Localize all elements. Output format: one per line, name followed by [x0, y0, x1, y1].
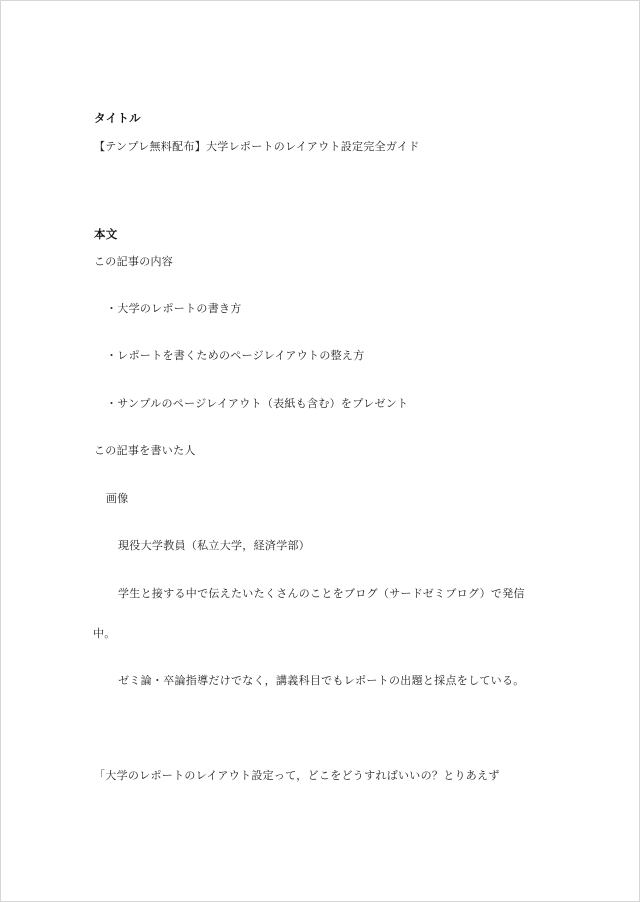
- body-heading: 本文: [94, 227, 118, 241]
- author-line-3: 中。: [93, 627, 116, 640]
- quote-line: 「大学のレポートのレイアウト設定って，どこをどうすればいいの？とりあえず: [94, 769, 500, 782]
- author-intro: この記事を書いた人: [94, 444, 196, 457]
- contents-item-1: ・大学のレポートの書き方: [106, 302, 242, 315]
- author-line-4: ゼミ論・卒論指導だけでなく，講義科目でもレポートの出題と採点をしている。: [118, 674, 525, 687]
- contents-item-3: ・サンプルのページレイアウト（表紙も含む）をプレゼント: [106, 397, 409, 410]
- author-line-1: 現役大学教員（私立大学，経済学部）: [118, 539, 311, 552]
- author-line-2: 学生と接する中で伝えたいたくさんのことをブログ（サードゼミブログ）で発信: [118, 587, 525, 600]
- title-heading: タイトル: [94, 111, 141, 125]
- author-image-label: 画像: [106, 492, 129, 505]
- title-text: 【テンプレ無料配布】大学レポートのレイアウト設定完全ガイド: [94, 140, 420, 153]
- contents-item-2: ・レポートを書くためのページレイアウトの整え方: [106, 349, 365, 362]
- contents-intro: この記事の内容: [94, 255, 174, 268]
